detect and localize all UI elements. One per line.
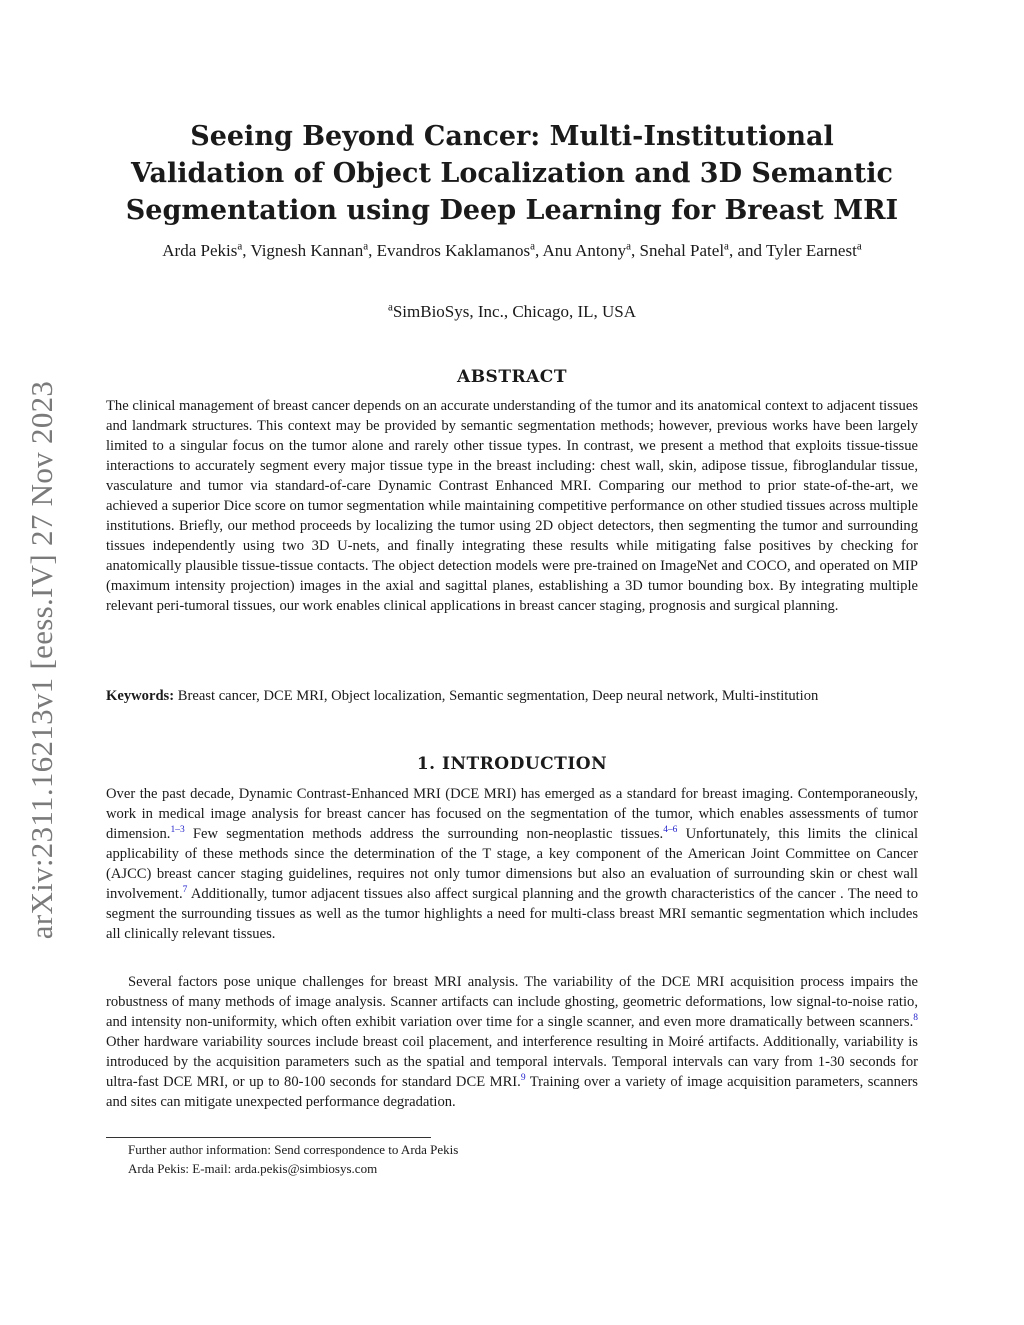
author: Snehal Patel	[639, 241, 725, 260]
citation-link[interactable]: 7	[182, 885, 188, 896]
intro-paragraph-1: Over the past decade, Dynamic Contrast-Enhanced MRI (DCE MRI) has emerged as a standard for breast imaging. Contemporaneously, work in medical image analysis for breast cancer has focused on the segmentation of the tumor, which enables assessments of tumor dimension.$^{1-3}$ Few segmentation methods address the surrounding non-neoplastic tissues.$^{4-6}$ Unfortunately, this limits the clinical applicability of these methods since the determination of the T stage, a key component of the American Joint Committee on Cancer (AJCC) breast cancer staging guidelines, requires not only tumor dimensions but also an evaluation of surrounding skin or chest wall involvement.$^7$ Additionally, tumor adjacent tissues also affect surgical planning and the growth characteristics of the cancer . The need to segment the surrounding tissues as well as the tumor highlights a need for multi-class breast MRI semantic segmentation which includes all clinically relevant tissues.	[106, 786, 919, 942]
footnote-email: Arda Pekis: E-mail: arda.pekis@simbiosys.com	[128, 1161, 378, 1176]
footnote-rule	[106, 1137, 431, 1138]
author: Evandros Kaklamanos	[376, 241, 531, 260]
affiliation: $^a$SimBioSys, Inc., Chicago, IL, USA	[387, 301, 637, 321]
arxiv-identifier: arXiv:2311.16213v1 [eess.IV] 27 Nov 2023	[24, 380, 59, 940]
footnote-correspondence: Further author information: Send correspondence to Arda Pekis	[128, 1142, 459, 1157]
author: Vignesh Kannan	[250, 241, 364, 260]
intro-paragraph-2: Several factors pose unique challenges for breast MRI analysis. The variability of the DCE MRI acquisition process impairs the robustness of many methods of image analysis. Scanner artifacts can include ghosting, geometric deformations, low signal-to-noise ratio, and intensity non-uniformity, which often exhibit variation over time for a single scanner, and even more dramatically between scanners.$^8$ Other hardware variability sources include breast coil placement, and interference resulting in Moiré artifacts. Additionally, variability is introduced by the acquisition parameters such as the spatial and temporal intervals. Temporal intervals can vary from 1-30 seconds for ultra-fast DCE MRI, or up to 80-100 seconds for standard DCE MRI.$^9$ Training over a variety of image acquisition parameters, scanners and sites can mitigate unexpected performance degradation.	[106, 974, 918, 1110]
citation-link[interactable]: 9	[520, 1073, 526, 1084]
keywords	[106, 686, 918, 706]
author: Tyler Earnest	[765, 241, 857, 260]
author-list: Arda Pekis$^a$, Vignesh Kannan$^a$, Evandros Kaklamanos$^a$, Anu Antony$^a$, Snehal Patel$^a$, and Tyler Earnest$^a$	[162, 240, 862, 260]
citation-link[interactable]: 1–3	[170, 825, 185, 836]
citation-link[interactable]: 8	[913, 1013, 918, 1024]
keywords-list: Breast cancer, DCE MRI, Object localization, Semantic segmentation, Deep neural network, Multi-institution	[177, 688, 819, 704]
paper-title: Seeing Beyond Cancer: Multi-Institutional Validation of Object Localization and 3D Semantic Segmentation using Deep Learning for Breast MRI	[125, 121, 899, 226]
abstract-heading: ABSTRACT	[457, 367, 567, 387]
introduction-heading: 1. INTRODUCTION	[416, 754, 608, 774]
citation-link[interactable]: 4–6	[663, 825, 678, 836]
author: Arda Pekis	[162, 241, 238, 260]
abstract-text: The clinical management of breast cancer depends on an accurate understanding of the tumor and its anatomical context to adjacent tissues and landmark structures. This context may be provided by semantic segmentation methods; however, previous works have been largely limited to a singular focus on the tumor alone and rarely other tissue types. In contrast, we present a method that exploits tissue-tissue interactions to accurately segment every major tissue type in the breast including: chest wall, skin, adipose tissue, fibroglandular tissue, vasculature and tumor via standard-of-care Dynamic Contrast Enhanced MRI. Comparing our method to prior state-of-the-art, we achieved a superior Dice score on tumor segmentation while maintaining competitive performance on other studied tissues across multiple institutions. Briefly, our method proceeds by localizing the tumor using 2D object detectors, then segmenting the tumor and surrounding tissues independently using two 3D U-nets, and finally integrating these results while mitigating false positives by checking for anatomically plausible tissue-tissue contacts. The object detection models were pre-trained on ImageNet and COCO, and operated on MIP (maximum intensity projection) images in the axial and sagittal planes, establishing a 3D tumor bounding box. By integrating multiple relevant peri-tumoral tissues, our work enables clinical applications in breast cancer staging, prognosis and surgical planning.	[106, 398, 918, 614]
keywords-label: Keywords:	[106, 688, 175, 704]
author: Anu Antony	[542, 241, 627, 260]
